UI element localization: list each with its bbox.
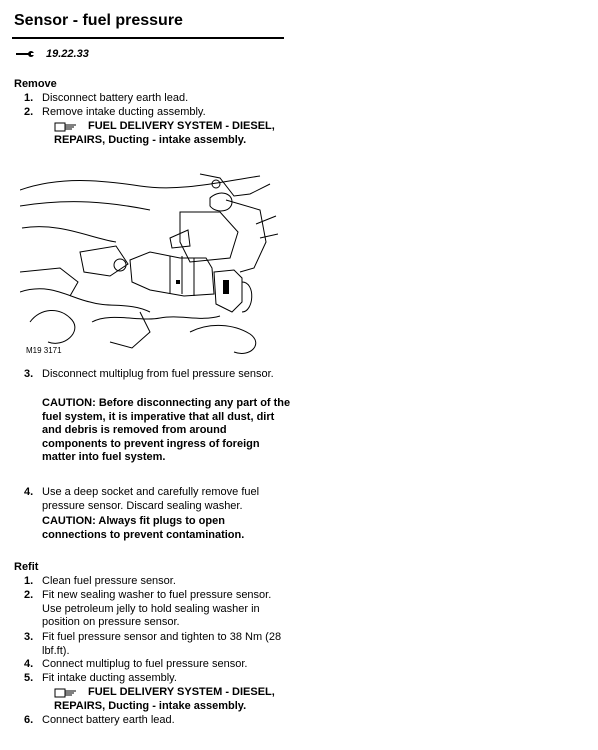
- step-number: 4.: [24, 486, 34, 498]
- refit-step-3: [14, 631, 286, 659]
- title-rule: [12, 37, 284, 39]
- remove-step-1: [14, 92, 286, 106]
- remove-caution-1: [14, 397, 291, 469]
- step-number: 1.: [24, 92, 34, 104]
- step-number: 6.: [24, 714, 34, 726]
- step-number: 2.: [24, 106, 34, 118]
- remove-xref-1[interactable]: [14, 120, 286, 150]
- xref-line-2: REPAIRS, Ducting - intake assembly.: [54, 133, 247, 146]
- op-number: 19.22.33: [46, 48, 89, 60]
- remove-caution-2: [14, 515, 286, 543]
- step-text: Clean fuel pressure sensor.: [42, 575, 176, 587]
- step-number: 5.: [24, 672, 34, 684]
- refit-step-5: [14, 672, 286, 686]
- step-text: Connect multiplug to fuel pressure sensor.: [42, 658, 248, 670]
- figure-label: M19 3171: [26, 346, 62, 355]
- step-text: Disconnect battery earth lead.: [42, 92, 189, 104]
- remove-step-2: [14, 106, 286, 120]
- step-text: Fit intake ducting assembly.: [42, 672, 177, 684]
- refit-step-2: [14, 589, 286, 631]
- step-text: Remove intake ducting assembly.: [42, 106, 206, 118]
- step-text: Use a deep socket and carefully remove fuel pressure sensor. Discard sealing washer.: [42, 486, 260, 512]
- refit-xref-1[interactable]: [14, 686, 286, 714]
- page-title: Sensor - fuel pressure: [14, 12, 183, 29]
- step-number: 4.: [24, 658, 34, 670]
- remove-step-4: [14, 486, 286, 514]
- op-number-row: [16, 48, 89, 60]
- step-number: 3.: [24, 631, 34, 643]
- caution-text: CAUTION: Before disconnecting any part of the fuel system, it is imperative that all dust, dirt and debris is removed from around components to prevent ingress of foreign matter into fuel system.: [42, 397, 291, 463]
- remove-step-3: [14, 368, 286, 396]
- wrench-icon: [16, 50, 34, 58]
- xref-line-2: REPAIRS, Ducting - intake assembly.: [54, 699, 247, 712]
- step-number: 2.: [24, 589, 34, 601]
- step-text: Fit fuel pressure sensor and tighten to 38 Nm (28 lbf.ft).: [42, 631, 282, 657]
- xref-line-1: FUEL DELIVERY SYSTEM - DIESEL,: [88, 120, 275, 132]
- step-text: Fit new sealing washer to fuel pressure sensor. Use petroleum jelly to hold sealing washer in position on pressure sensor.: [42, 589, 272, 628]
- step-number: 3.: [24, 368, 34, 380]
- refit-heading: Refit: [14, 561, 39, 573]
- pointing-hand-icon: [54, 121, 78, 133]
- step-text: Connect battery earth lead.: [42, 714, 175, 726]
- refit-step-4: [14, 658, 286, 672]
- pointing-hand-icon: [54, 687, 78, 699]
- refit-step-1: [14, 575, 286, 589]
- refit-step-6: [14, 714, 286, 728]
- engine-figure: [20, 172, 278, 358]
- xref-line-1: FUEL DELIVERY SYSTEM - DIESEL,: [88, 686, 275, 698]
- caution-text: CAUTION: Always fit plugs to open connections to prevent contamination.: [42, 515, 245, 541]
- step-number: 1.: [24, 575, 34, 587]
- step-text: Disconnect multiplug from fuel pressure sensor.: [42, 368, 274, 380]
- remove-heading: Remove: [14, 78, 57, 90]
